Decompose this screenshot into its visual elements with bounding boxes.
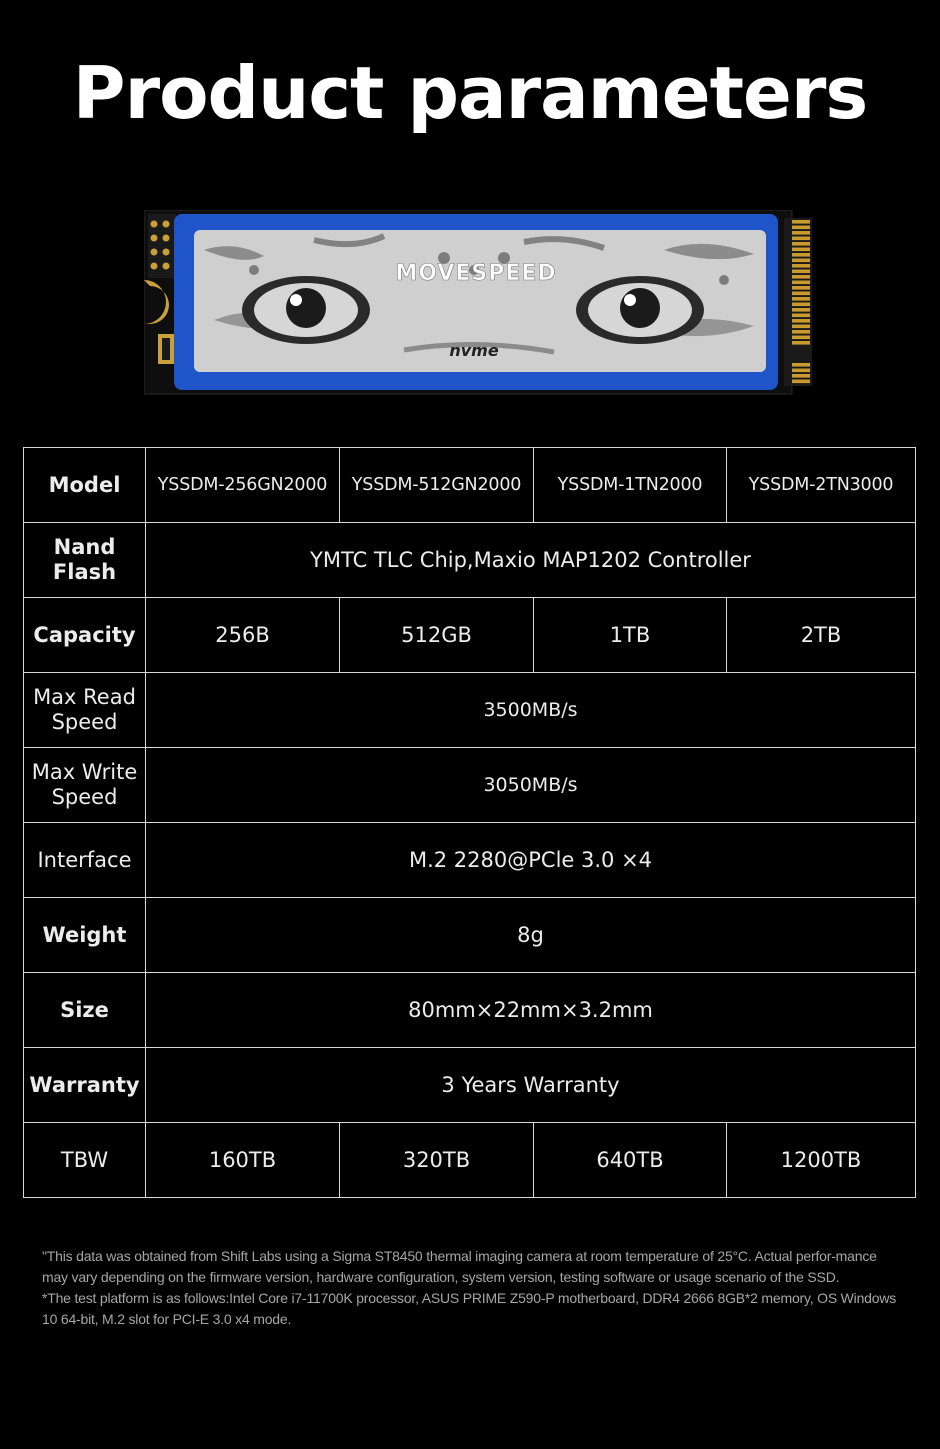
gold-finger (792, 308, 810, 312)
row-label-size: Size (24, 973, 146, 1048)
gold-finger (792, 330, 810, 334)
table-row (24, 448, 916, 523)
m2-connector (784, 218, 812, 386)
row-label-interface: Interface (24, 823, 146, 898)
warranty-value: 3 Years Warranty (146, 1048, 916, 1123)
label-line: Max Read (33, 685, 136, 709)
left-eye (242, 276, 370, 344)
row-label-weight: Weight (24, 898, 146, 973)
model-cell: YSSDM-512GN2000 (340, 448, 534, 523)
label-line: Speed (51, 785, 118, 809)
footnote-test-platform: *The test platform is as follows:Intel Core i7-11700K processor, ASUS PRIME Z590-P motherboard, DDR4 2666 8GB*2 memory, OS Windows 10 64-bit, M.2 slot for PCI-E 3.0 x4 mode. (42, 1290, 897, 1327)
table-row (24, 523, 916, 598)
gold-finger (792, 253, 810, 257)
gold-finger (792, 303, 810, 307)
gold-finger (792, 264, 810, 268)
capacity-cell: 2TB (727, 598, 916, 673)
row-label-capacity: Capacity (24, 598, 146, 673)
footnote-thermal: "This data was obtained from Shift Labs using a Sigma ST8450 thermal imaging camera at room temperature of 25°C. Actual perfor-mance may vary depending on the firmware version, hardware configuration, system version, testing software or usage scenario of the SSD. (42, 1248, 877, 1285)
gold-finger (792, 242, 810, 246)
size-value: 80mm×22mm×3.2mm (146, 973, 916, 1048)
table-row (24, 973, 916, 1048)
table-row (24, 1123, 916, 1198)
row-label-max-write-speed (24, 748, 146, 823)
ssd-product-image (144, 210, 814, 396)
gold-finger (792, 380, 810, 384)
gold-finger (792, 220, 810, 224)
ssd-illustration (144, 210, 814, 396)
max-read-speed-value: 3500MB/s (146, 673, 916, 748)
table-row (24, 898, 916, 973)
row-label-warranty: Warranty (24, 1048, 146, 1123)
gold-finger (792, 336, 810, 340)
footnotes (42, 1246, 904, 1330)
model-cell: YSSDM-2TN3000 (727, 448, 916, 523)
label-line: Nand (53, 535, 116, 559)
nand-flash-value: YMTC TLC Chip,Maxio MAP1202 Controller (146, 523, 916, 598)
tbw-cell: 640TB (534, 1123, 727, 1198)
spec-table (23, 447, 916, 1198)
nvme-logo: nvme (449, 341, 499, 360)
right-eye (576, 276, 704, 344)
gold-finger (792, 286, 810, 290)
gold-finger (792, 374, 810, 378)
gold-finger (792, 248, 810, 252)
row-label-model: Model (24, 448, 146, 523)
capacity-cell: 1TB (534, 598, 727, 673)
capacity-cell: 256B (146, 598, 340, 673)
table-row (24, 673, 916, 748)
row-label-tbw: TBW (24, 1123, 146, 1198)
tbw-cell: 320TB (340, 1123, 534, 1198)
gold-finger (792, 363, 810, 367)
gold-finger (792, 281, 810, 285)
label-line: Max Write (31, 760, 138, 784)
gold-finger (792, 314, 810, 318)
capacity-cell: 512GB (340, 598, 534, 673)
page-title: Product parameters (72, 51, 868, 135)
gold-finger (792, 237, 810, 241)
max-write-speed-value: 3050MB/s (146, 748, 916, 823)
gold-finger (792, 341, 810, 345)
label-line: Speed (51, 710, 118, 734)
gold-finger (792, 325, 810, 329)
gold-finger (792, 270, 810, 274)
table-row (24, 1048, 916, 1123)
brand-logo: MOVESPEED (395, 261, 557, 286)
table-row (24, 823, 916, 898)
gold-finger (792, 259, 810, 263)
gold-finger (792, 369, 810, 373)
gold-finger (792, 226, 810, 230)
row-label-max-read-speed (24, 673, 146, 748)
model-cell: YSSDM-256GN2000 (146, 448, 340, 523)
gold-finger (792, 292, 810, 296)
tbw-cell: 160TB (146, 1123, 340, 1198)
row-label-nand-flash (24, 523, 146, 598)
gold-finger (792, 297, 810, 301)
tbw-cell: 1200TB (727, 1123, 916, 1198)
gold-finger (792, 231, 810, 235)
weight-value: 8g (146, 898, 916, 973)
interface-value: M.2 2280@PCle 3.0 ×4 (146, 823, 916, 898)
gold-finger (792, 319, 810, 323)
model-cell: YSSDM-1TN2000 (534, 448, 727, 523)
table-row (24, 598, 916, 673)
label-line: Flash (52, 560, 117, 584)
table-row (24, 748, 916, 823)
gold-finger (792, 275, 810, 279)
